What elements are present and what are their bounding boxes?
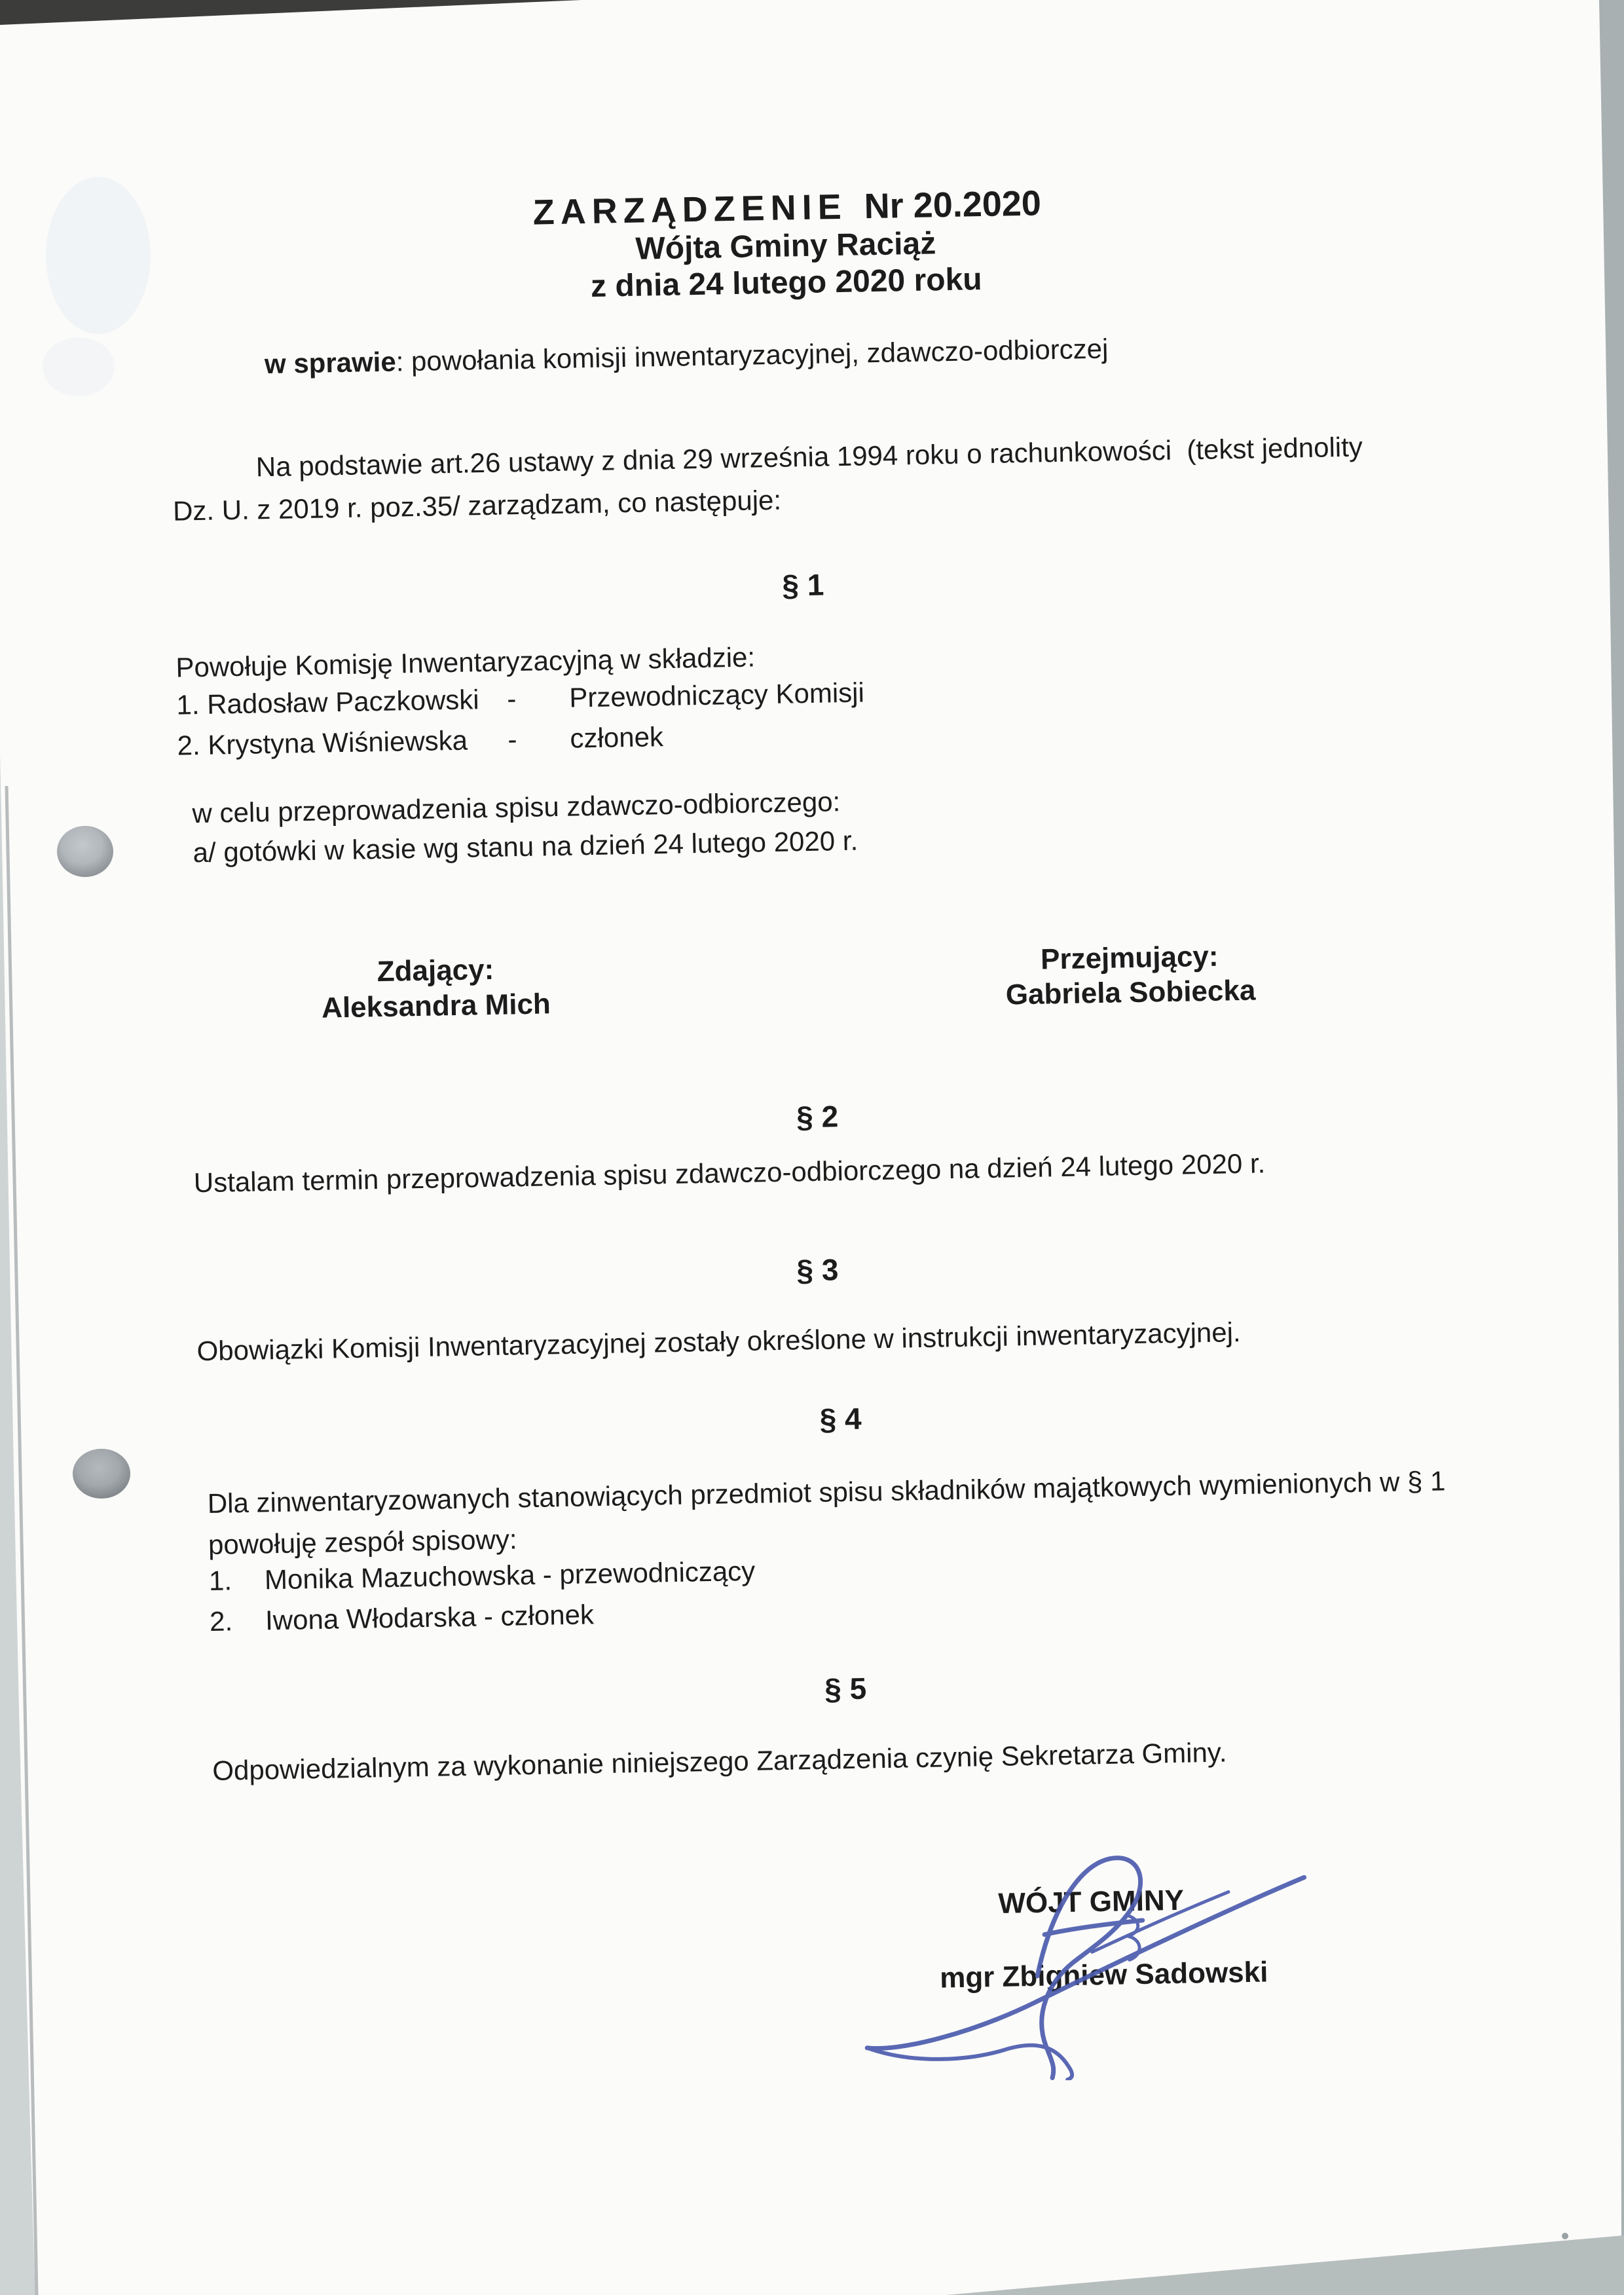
committee-member-row [177, 716, 963, 762]
purpose-line-1: w celu przeprowadzenia spisu zdawczo-odbiorczego: [192, 786, 841, 829]
party-right-title: Przejmujący: [1040, 940, 1219, 976]
member-dash: - [506, 683, 517, 715]
title-number: Nr 20.2020 [864, 183, 1042, 227]
party-right-name: Gabriela Sobiecka [1005, 974, 1256, 1011]
team-member-text: Iwona Włodarska - członek [265, 1599, 595, 1636]
purpose-line-2: a/ gotówki w kasie wg stanu na dzień 24 lutego 2020 r. [193, 825, 858, 868]
subject-line [265, 333, 1109, 381]
signer-title: WÓJT GMINY [998, 1884, 1185, 1920]
section-3-text: Obowiązki Komisji Inwentaryzacyjnej zostały określone w instrukcji inwentaryzacyjnej. [196, 1316, 1242, 1367]
section-4-mark: § 4 [819, 1401, 862, 1436]
section-5-mark: § 5 [824, 1671, 867, 1706]
member-role: Przewodniczący Komisji [568, 677, 865, 713]
signer-name: mgr Zbigniew Sadowski [939, 1956, 1268, 1994]
member-name: 2. Krystyna Wiśniewska [177, 724, 468, 761]
team-member-number: 2. [209, 1605, 233, 1637]
title-date: z dnia 24 lutego 2020 roku [590, 262, 983, 304]
section-5-text: Odpowiedzialnym za wykonanie niniejszego Zarządzenia czynię Sekretarza Gminy. [212, 1736, 1227, 1786]
legal-basis-line-2: Dz. U. z 2019 r. poz.35/ zarządzam, co następuje: [172, 484, 782, 527]
committee-member-row [176, 675, 963, 721]
subject-text: : powołania komisji inwentaryzacyjnej, zdawczo-odbiorczej [396, 333, 1109, 377]
section-2-text: Ustalam termin przeprowadzenia spisu zdawczo-odbiorczego na dzień 24 lutego 2020 r. [193, 1148, 1266, 1199]
section-1-intro: Powołuje Komisję Inwentaryzacyjną w składzie: [175, 641, 756, 683]
team-member-row [210, 1592, 996, 1637]
party-left-title: Zdający: [377, 953, 494, 988]
member-dash: - [507, 724, 517, 755]
section-4-line-2: powołuję zespół spisowy: [208, 1523, 517, 1560]
team-member-text: Monika Mazuchowska - przewodniczący [264, 1555, 756, 1595]
handwritten-signature [835, 1850, 1317, 2084]
title-issuer: Wójta Gminy Raciąż [635, 226, 936, 267]
legal-basis-line-1: Na podstawie art.26 ustawy z dnia 29 września 1994 roku o rachunkowości (tekst jednolity [255, 431, 1363, 483]
section-4-line-1: Dla zinwentaryzowanych stanowiących przedmiot spisu składników majątkowych wymienionych w § 1 [207, 1465, 1446, 1520]
section-1-mark: § 1 [781, 567, 824, 603]
title-word-zarzadzenie: ZARZĄDZENIE [532, 187, 848, 233]
section-3-mark: § 3 [796, 1252, 839, 1288]
team-member-number: 1. [208, 1565, 232, 1596]
party-left-name: Aleksandra Mich [321, 988, 551, 1024]
member-role: członek [570, 721, 664, 754]
subject-label: w sprawie [264, 346, 397, 380]
member-name: 1. Radosław Paczkowski [176, 684, 480, 720]
section-2-mark: § 2 [796, 1099, 839, 1134]
